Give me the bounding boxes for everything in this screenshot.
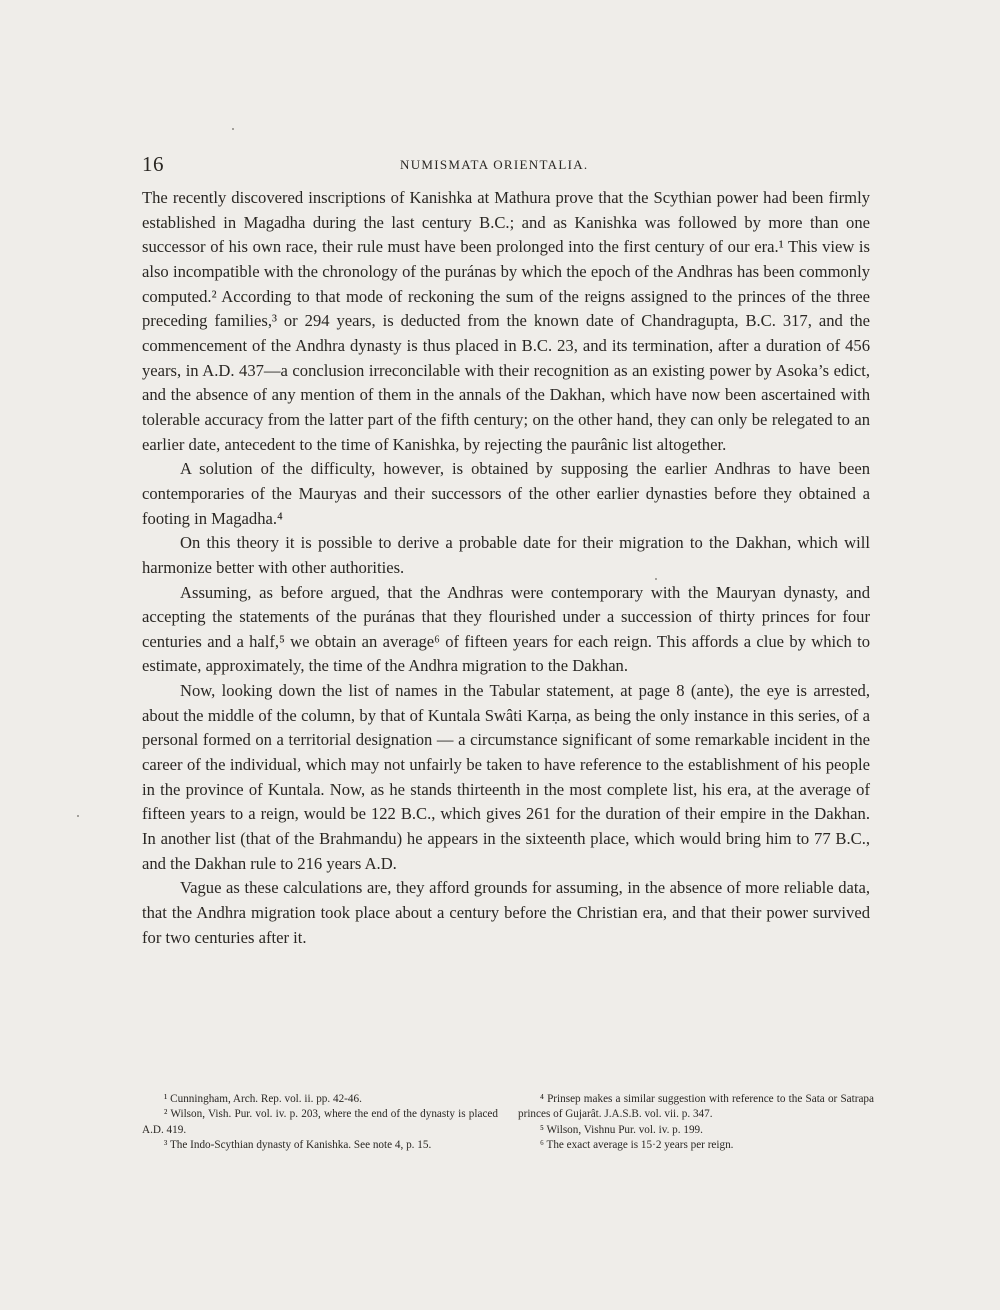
body-text bbox=[142, 186, 870, 950]
paragraph-2: A solution of the difficulty, however, is obtained by supposing the earlier Andhras to have been contemporaries of the Mauryas and their successors of the other earlier dynasties before they obtained a footing in Magadha.⁴ bbox=[142, 459, 870, 528]
running-title: NUMISMATA ORIENTALIA. bbox=[400, 157, 589, 172]
footnote-3: ³ The Indo-Scythian dynasty of Kanishka. See note 4, p. 15. bbox=[164, 1138, 432, 1151]
paragraph-6: Vague as these calculations are, they afford grounds for assuming, in the absence of more reliable data, that the Andhra migration took place about a century before the Christian era, and that their power survived for two centuries after it. bbox=[142, 878, 870, 947]
paper-speck bbox=[77, 815, 79, 817]
footnotes-right-column bbox=[518, 1092, 874, 1153]
footnote-6: ⁶ The exact average is 15·2 years per reign. bbox=[540, 1138, 734, 1151]
footnote-1: ¹ Cunningham, Arch. Rep. vol. ii. pp. 42-46. bbox=[164, 1093, 362, 1105]
footnotes bbox=[142, 1092, 874, 1153]
footnote-4: ⁴ Prinsep makes a similar suggestion with reference to the Sata or Satrapa princes of Gujarât. J.A.S.B. vol. vii. p. 347. bbox=[518, 1093, 874, 1121]
paper-speck bbox=[232, 128, 234, 130]
footnote-2: ² Wilson, Vish. Pur. vol. iv. p. 203, where the end of the dynasty is placed A.D. 419. bbox=[142, 1108, 498, 1136]
footnote-5: ⁵ Wilson, Vishnu Pur. vol. iv. p. 199. bbox=[540, 1123, 703, 1136]
footnotes-left-column bbox=[142, 1092, 498, 1153]
paragraph-3: On this theory it is possible to derive a probable date for their migration to the Dakhan, which will harmonize better with other authorities. bbox=[142, 533, 870, 577]
paper-speck bbox=[655, 578, 657, 580]
paragraph-1: The recently discovered inscriptions of Kanishka at Mathura prove that the Scythian power had been firmly established in Magadha during the last century B.C.; and as Kanishka was followed by more than one successor of his own race, their rule must have been prolonged into the first century of our era.¹ This view is also incompatible with the chronology of the puránas by which the epoch of the Andhras has been commonly computed.² According to that mode of reckoning the sum of the reigns assigned to the princes of the three preceding families,³ or 294 years, is deducted from the known date of Chandragupta, B.C. 317, and the commencement of the Andhra dynasty is thus placed in B.C. 23, and its termination, after a duration of 456 years, in A.D. 437—a conclusion irreconcilable with their recognition as an existing power by Asoka’s edict, and the absence of any mention of them in the annals of the Dakhan, which have now been ascertained with tolerable accuracy from the latter part of the fifth century; on the other hand, they can only be relegated to an earlier date, antecedent to the time of Kanishka, by rejecting the paurânic list altogether. bbox=[142, 188, 870, 454]
paragraph-5: Now, looking down the list of names in the Tabular statement, at page 8 (ante), the eye is arrested, about the middle of the column, by that of Kuntala Swâti Karṇa, as being the only instance in this series, of a personal formed on a territorial designation — a circumstance significant of some remarkable incident in the career of the individual, which may not unfairly be taken to have reference to the establishment of his people in the province of Kuntala. Now, as he stands thirteenth in the most complete list, his era, at the average of fifteen years to a reign, would be 122 B.C., which gives 261 for the duration of their empire in the Dakhan. In another list (that of the Brahmandu) he appears in the sixteenth place, which would bring him to 77 B.C., and the Dakhan rule to 216 years A.D. bbox=[142, 681, 870, 873]
paragraph-4: Assuming, as before argued, that the Andhras were contemporary with the Mauryan dynasty, and accepting the statements of the puránas that they flourished under a succession of thirty princes for four centuries and a half,⁵ we obtain an average⁶ of fifteen years for each reign. This affords a clue by which to estimate, approximately, the time of the Andhra migration to the Dakhan. bbox=[142, 582, 870, 676]
page-number: 16 bbox=[142, 152, 164, 176]
